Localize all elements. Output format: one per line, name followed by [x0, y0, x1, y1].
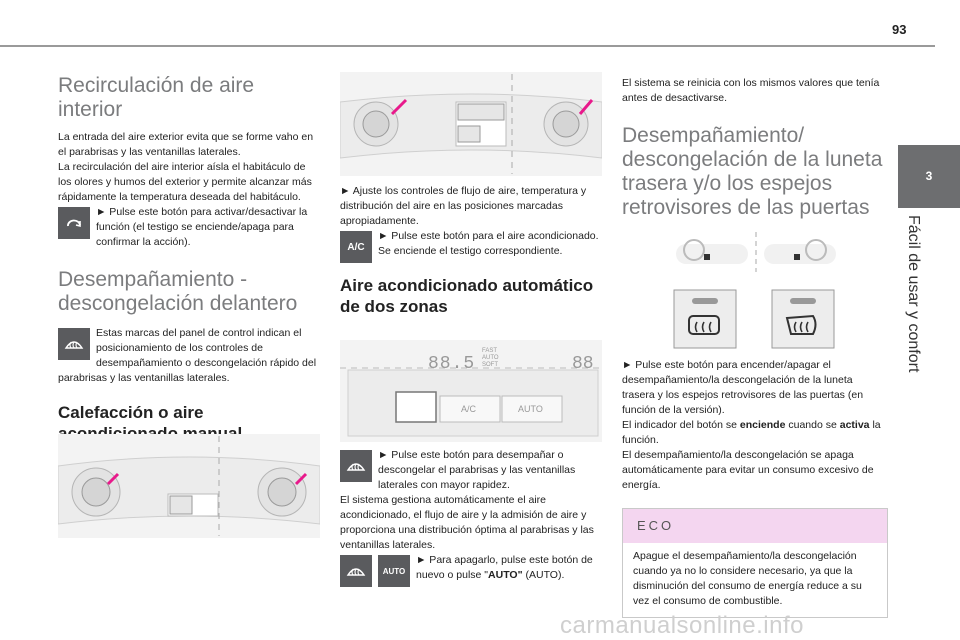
instruction: A/C ► Pulse este botón para el aire acondicionado. Se enciende el testigo correspondiente. [340, 229, 606, 265]
instruction: Estas marcas del panel de control indican el posicionamiento de los controles de desempañamiento o descongelación rápido del parabrisas y las ventanillas laterales. [58, 327, 317, 384]
front-demist-icon [340, 450, 372, 482]
eco-box [622, 508, 888, 618]
paragraph: El indicador del botón se enciende cuando se activa la función. [622, 419, 881, 446]
auto-small-label: AUTO [482, 355, 499, 361]
section-title-recirculation: Recirculación de aire interior [58, 74, 255, 121]
chapter-label: Fácil de usar y confort [905, 215, 922, 373]
paragraph: El sistema se reinicia con los mismos valores que tenía antes de desactivarse. [622, 77, 880, 104]
column-1 [58, 74, 320, 444]
instruction: ► Ajuste los controles de flujo de aire, temperatura y distribución del aire en las posiciones marcadas apropiadamente. [340, 185, 587, 227]
column-2 [340, 184, 606, 317]
top-rule [0, 45, 935, 47]
temp-display-left: 88.5 [428, 354, 476, 374]
chapter-tab[interactable]: 3 [898, 145, 960, 208]
instruction: ► Pulse este botón para encender/apagar el desempañamiento/la descongelación de la luneta trasera y los espejos retrovisores de las puertas (en función de la versión). [622, 359, 864, 416]
temp-display-right: 88 [572, 354, 594, 374]
column-3-lower [622, 358, 888, 493]
column-2-lower [340, 448, 606, 589]
eco-text: Apague el desempañamiento/la descongelación cuando ya no lo considere necesario, ya que la disminución del consumo de energía reduce a su vez el consumo de combustible. [633, 550, 862, 607]
rear-window-demist-icon [687, 312, 721, 343]
section-title-manual-ac: Calefacción o aire [58, 403, 204, 422]
soft-label: SOFT [482, 362, 498, 368]
paragraph: El desempañamiento/la descongelación se apaga automáticamente para evitar un consumo excesivo de energía. [622, 449, 874, 491]
recirculation-icon [58, 207, 90, 239]
auto-panel-label: AUTO [518, 404, 543, 414]
front-demist-icon [340, 555, 372, 587]
watermark: carmanualsonline.info [560, 612, 804, 639]
instruction: ► Pulse este botón para activar/desactivar la función (el testigo se enciende/apaga para confirmar la acción). [58, 205, 320, 250]
paragraph: La entrada del aire exterior evita que se forme vaho en el parabrisas y las ventanillas laterales. [58, 131, 314, 158]
auto-ac-panel-illustration [340, 340, 602, 442]
mirror-demist-icon [785, 312, 819, 343]
paragraph: El sistema gestiona automáticamente el aire acondicionado, el flujo de aire y la admisión de aire y proporciona una distribución óptima al parabrisas y las ventanillas laterales. [340, 494, 594, 551]
paragraph: La recirculación del aire interior aísla el habitáculo de los olores y humos del exterior y permite alcanzar más rápidamente la temperatura deseada del habitáculo. [58, 161, 312, 203]
instruction: ► Pulse este botón para desempañar o descongelar el parabrisas y las ventanillas laterales con mayor rapidez. [340, 448, 606, 493]
auto-button-icon: AUTO [378, 555, 410, 587]
page-number: 93 [892, 22, 907, 37]
ac-button-icon: A/C [340, 231, 372, 263]
ac-button-illustration [340, 72, 602, 176]
column-3 [622, 76, 888, 220]
section-title-auto-ac: Aire acondicionado automático de dos zonas [340, 276, 594, 316]
manual-ac-illustration [58, 434, 320, 538]
ac-panel-label: A/C [461, 404, 477, 414]
rear-demist-illustration [672, 232, 848, 350]
section-title-front-demist: Desempañamiento - descongelación delantero [58, 268, 298, 315]
front-demist-icon [58, 328, 90, 360]
section-title-rear-demist: Desempañamiento/ descongelación de la luneta trasera y/o los espejos retrovisores de las puertas [622, 124, 883, 219]
fast-label: FAST [482, 348, 498, 354]
instruction: AUTO ► Para apagarlo, pulse este botón de nuevo o pulse "AUTO" (AUTO). [340, 553, 606, 589]
eco-title: ECO [623, 509, 887, 543]
